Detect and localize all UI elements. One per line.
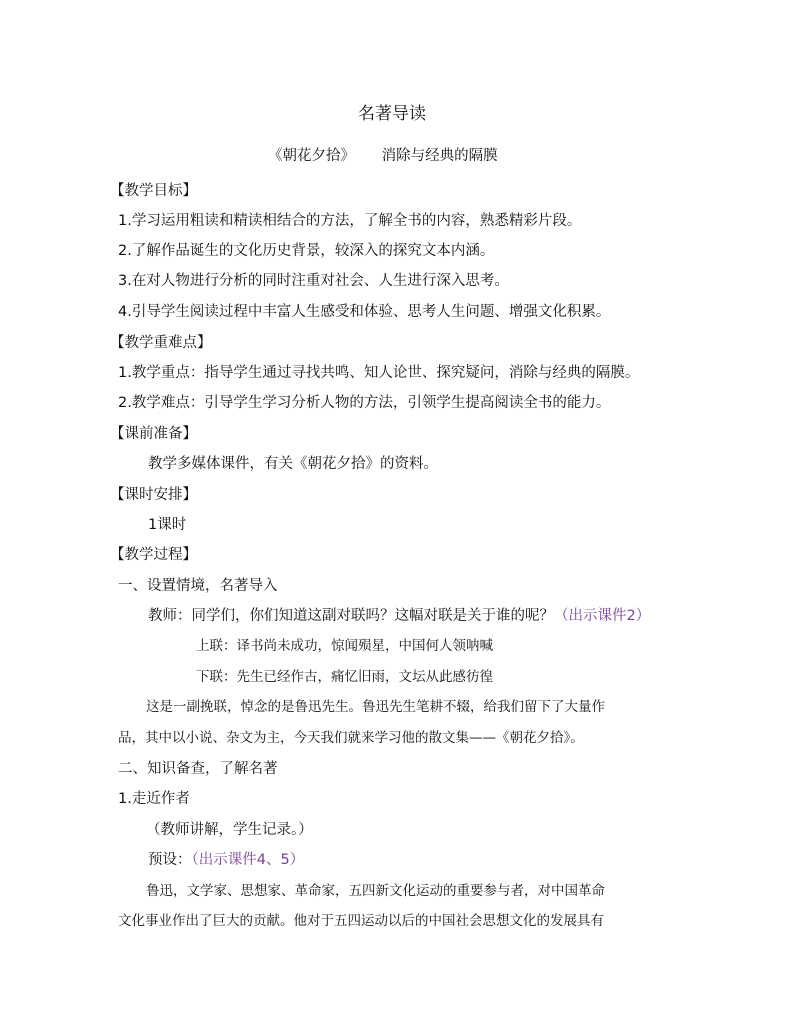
- author-paragraph-line: 文化事业作出了巨大的贡献。他对于五四运动以后的中国社会思想文化的发展具有: [118, 913, 604, 929]
- goals-heading: 【教学目标】: [110, 183, 197, 199]
- time-text: 1课时: [148, 517, 187, 533]
- goal-item: 1.学习运用粗读和精读相结合的方法，了解全书的内容，熟悉精彩片段。: [118, 213, 582, 229]
- subtitle-book: 《朝花夕拾》: [268, 148, 355, 164]
- key-point: 1.教学重点：指导学生通过寻找共鸣、知人论世、探究疑问，消除与经典的隔膜。: [118, 365, 640, 381]
- goal-item: 4.引导学生阅读过程中丰富人生感受和体验、思考人生问题、增强文化积累。: [118, 304, 611, 320]
- goal-item: 2.了解作品诞生的文化历史背景，较深入的探究文本内涵。: [118, 243, 495, 259]
- preset-line: [148, 850, 304, 870]
- elegy-paragraph-line: 这是一副挽联，悼念的是鲁迅先生。鲁迅先生笔耕不辍，给我们留下了大量作: [146, 699, 605, 715]
- document-title: 名著导读: [358, 104, 426, 124]
- section-heading: 一、设置情境，名著导入: [118, 578, 278, 594]
- subsection-heading: 1.走近作者: [118, 791, 190, 807]
- goal-item: 3.在对人物进行分析的同时注重对社会、人生进行深入思考。: [118, 273, 509, 289]
- teacher-question: [148, 606, 650, 626]
- prep-heading: 【课前准备】: [110, 426, 197, 442]
- preset-label: 预设：: [148, 852, 192, 868]
- key-heading: 【教学重难点】: [110, 335, 212, 351]
- key-point: 2.教学难点：引导学生学习分析人物的方法，引领学生提高阅读全书的能力。: [118, 395, 611, 411]
- section-heading: 二、知识备查，了解名著: [118, 761, 278, 777]
- document-subtitle: [268, 146, 498, 166]
- elegy-paragraph-line: 品，其中以小说、杂文为主，今天我们就来学习他的散文集——《朝花夕拾》。: [118, 730, 584, 746]
- couplet-upper: 上联：译书尚未成功，惊闻殒星，中国何人领呐喊: [196, 638, 493, 654]
- courseware-note: （出示课件2）: [554, 608, 651, 624]
- subtitle-topic: 消除与经典的隔膜: [381, 148, 498, 164]
- courseware-note: （出示课件4、5）: [191, 852, 305, 868]
- process-heading: 【教学过程】: [110, 547, 197, 563]
- teacher-explain: （教师讲解，学生记录。）: [146, 822, 313, 838]
- prep-text: 教学多媒体课件，有关《朝花夕拾》的资料。: [148, 456, 438, 472]
- couplet-lower: 下联：先生已经作古，痛忆旧雨，文坛从此感彷徨: [196, 669, 493, 685]
- author-paragraph-line: 鲁迅，文学家、思想家、革命家，五四新文化运动的重要参与者，对中国革命: [146, 883, 605, 899]
- time-heading: 【课时安排】: [110, 487, 197, 503]
- teacher-question-text: 教师：同学们，你们知道这副对联吗？这幅对联是关于谁的呢？: [148, 608, 554, 624]
